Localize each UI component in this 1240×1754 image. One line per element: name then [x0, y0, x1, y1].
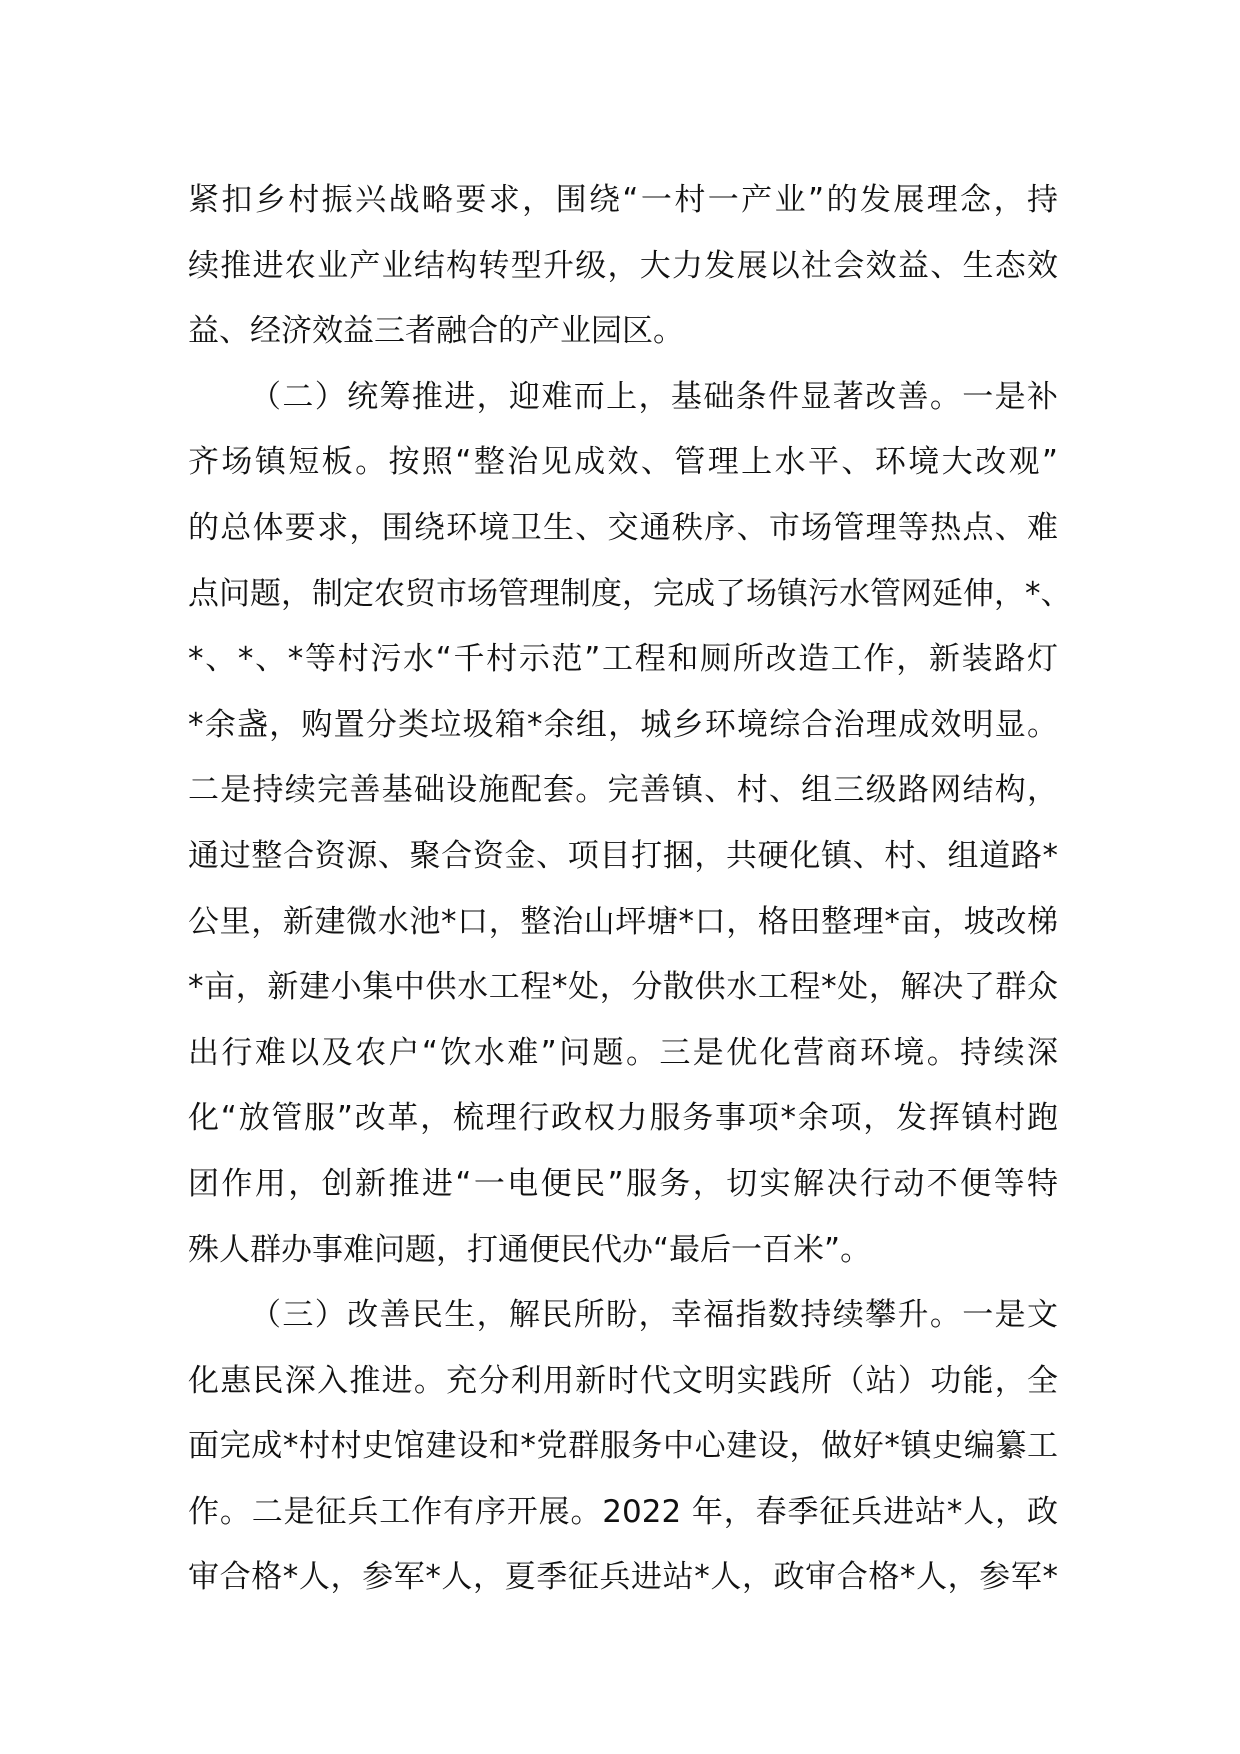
text-line: 审合格*人，参军*人，夏季征兵进站*人，政审合格*人，参军* — [188, 1559, 1058, 1596]
text-line: 面完成*村村史馆建设和*党群服务中心建设，做好*镇史编纂工 — [188, 1428, 1058, 1465]
text-line: 作。二是征兵工作有序开展。2022 年，春季征兵进站*人，政 — [188, 1493, 1058, 1530]
text-line: 益、经济效益三者融合的产业园区。 — [188, 313, 684, 350]
document-body — [188, 168, 1072, 1611]
text-line: 点问题，制定农贸市场管理制度，完成了场镇污水管网延伸，*、 — [188, 575, 1072, 612]
text-line: 化“放管服”改革，梳理行政权力服务事项*余项，发挥镇村跑 — [188, 1100, 1058, 1137]
text-line: 的总体要求，围绕环境卫生、交通秩序、市场管理等热点、难 — [188, 509, 1058, 546]
text-line: （二）统筹推进，迎难而上，基础条件显著改善。一是补 — [250, 378, 1058, 415]
text-line: *亩，新建小集中供水工程*处，分散供水工程*处，解决了群众 — [188, 969, 1058, 1006]
text-line: 化惠民深入推进。充分利用新时代文明实践所（站）功能，全 — [188, 1362, 1058, 1399]
text-line: 出行难以及农户“饮水难”问题。三是优化营商环境。持续深 — [188, 1034, 1058, 1071]
text-line: 齐场镇短板。按照“整治见成效、管理上水平、环境大改观” — [188, 444, 1058, 481]
text-line: （三）改善民生，解民所盼，幸福指数持续攀升。一是文 — [250, 1297, 1058, 1334]
text-line: 公里，新建微水池*口，整治山坪塘*口，格田整理*亩，坡改梯 — [188, 903, 1058, 940]
text-line: *、*、*等村污水“千村示范”工程和厕所改造工作，新装路灯 — [188, 641, 1058, 678]
text-line: 二是持续完善基础设施配套。完善镇、村、组三级路网结构， — [188, 772, 1058, 809]
text-line: 续推进农业产业结构转型升级，大力发展以社会效益、生态效 — [188, 247, 1058, 284]
text-line: 通过整合资源、聚合资金、项目打捆，共硬化镇、村、组道路* — [188, 837, 1058, 874]
text-line: 紧扣乡村振兴战略要求，围绕“一村一产业”的发展理念，持 — [188, 182, 1058, 218]
text-line: *余盏，购置分类垃圾箱*余组，城乡环境综合治理成效明显。 — [188, 706, 1058, 743]
text-line: 殊人群办事难问题，打通便民代办“最后一百米”。 — [188, 1231, 872, 1268]
text-line: 团作用，创新推进“一电便民”服务，切实解决行动不便等特 — [188, 1165, 1058, 1202]
